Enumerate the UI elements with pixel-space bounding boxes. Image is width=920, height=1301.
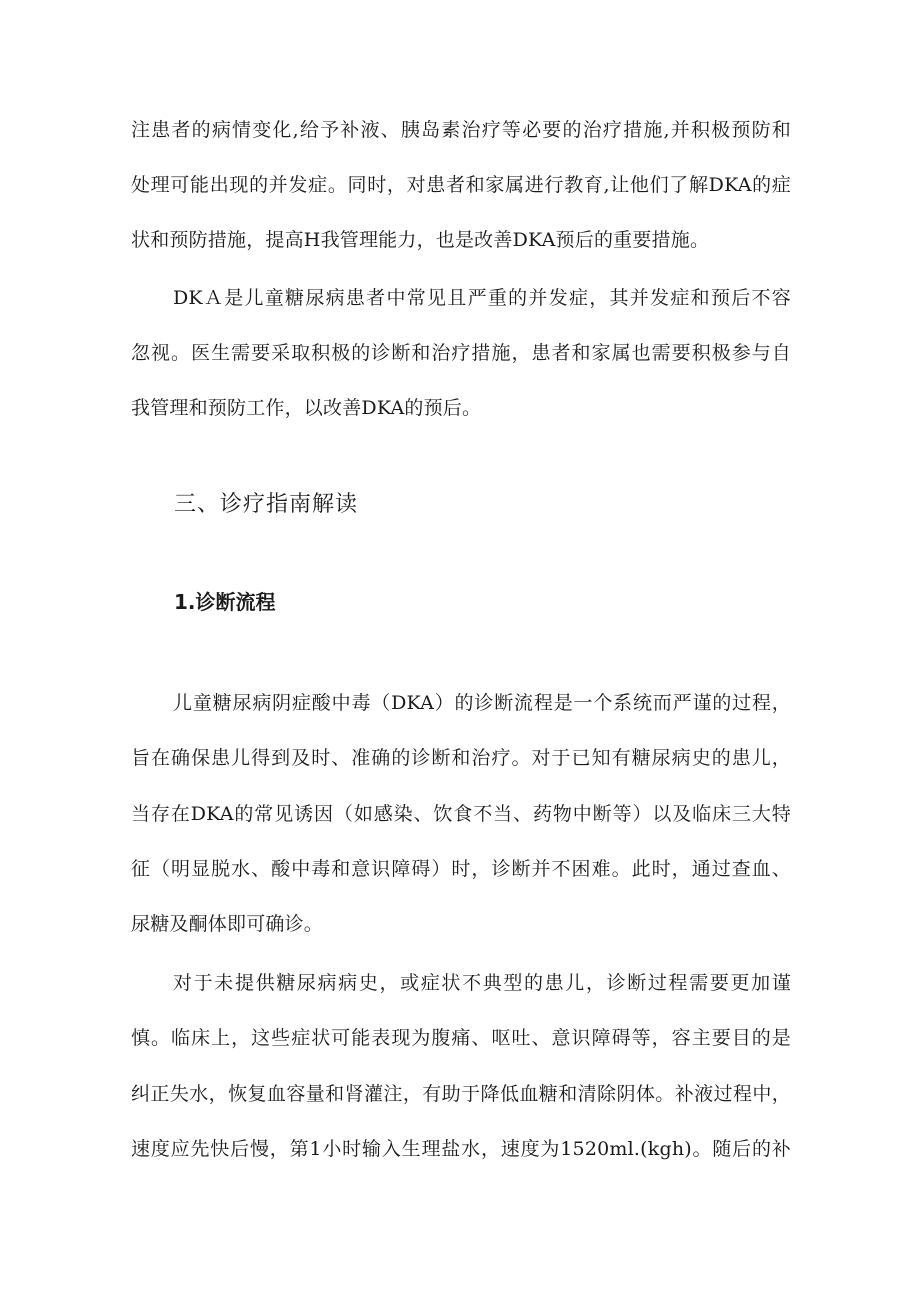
paragraph-line: 当存在DKA的常见诱因（如感染、饮食不当、药物中断等）以及临床三大特 xyxy=(131,803,791,825)
paragraph-line: 忽视。医生需要采取积极的诊断和治疗措施，患者和家属也需要积极参与自 xyxy=(131,342,791,364)
paragraph-line: 我管理和预防工作，以改善DKA的预后。 xyxy=(131,397,482,419)
subsection-heading: 1.诊断流程 xyxy=(174,590,276,614)
paragraph-line: 处理可能出现的并发症。同时，对患者和家属进行教育,让他们了解DKA的症 xyxy=(131,174,791,196)
paragraph-line: 慎。临床上，这些症状可能表现为腹痛、呕吐、意识障碍等，容主要目的是 xyxy=(131,1027,791,1049)
paragraph-line: 儿童糖尿病阴症酸中毒（DKA）的诊断流程是一个系统而严谨的过程， xyxy=(173,692,791,714)
paragraph-line: 注患者的病情变化,给予补液、胰岛素治疗等必要的治疗措施,并积极预防和 xyxy=(131,119,791,141)
section-heading: 三、诊疗指南解读 xyxy=(174,492,359,517)
paragraph-line: 速度应先快后慢，第1小时输入生理盐水，速度为1520ml.(kgh)。随后的补 xyxy=(131,1138,791,1160)
paragraph-line: 征（明显脱水、酸中毒和意识障碍）时，诊断并不困难。此时，通过查血、 xyxy=(131,858,791,880)
paragraph-line: 状和预防措施，提高H我管理能力，也是改善DKA预后的重要措施。 xyxy=(131,229,710,251)
paragraph-line: DKＡ是儿童糖尿病患者中常见且严重的并发症，其并发症和预后不容 xyxy=(173,287,791,309)
paragraph-line: 旨在确保患儿得到及时、准确的诊断和治疗。对于已知有糖尿病史的患儿， xyxy=(131,747,791,769)
paragraph-line: 尿糖及酮体即可确诊。 xyxy=(131,913,324,935)
paragraph-line: 纠正失水，恢复血容量和肾灌注，有助于降低血糖和清除阴体。补液过程中， xyxy=(131,1083,791,1105)
paragraph-line: 对于未提供糖尿病病史，或症状不典型的患儿，诊断过程需要更加谨 xyxy=(173,972,791,994)
